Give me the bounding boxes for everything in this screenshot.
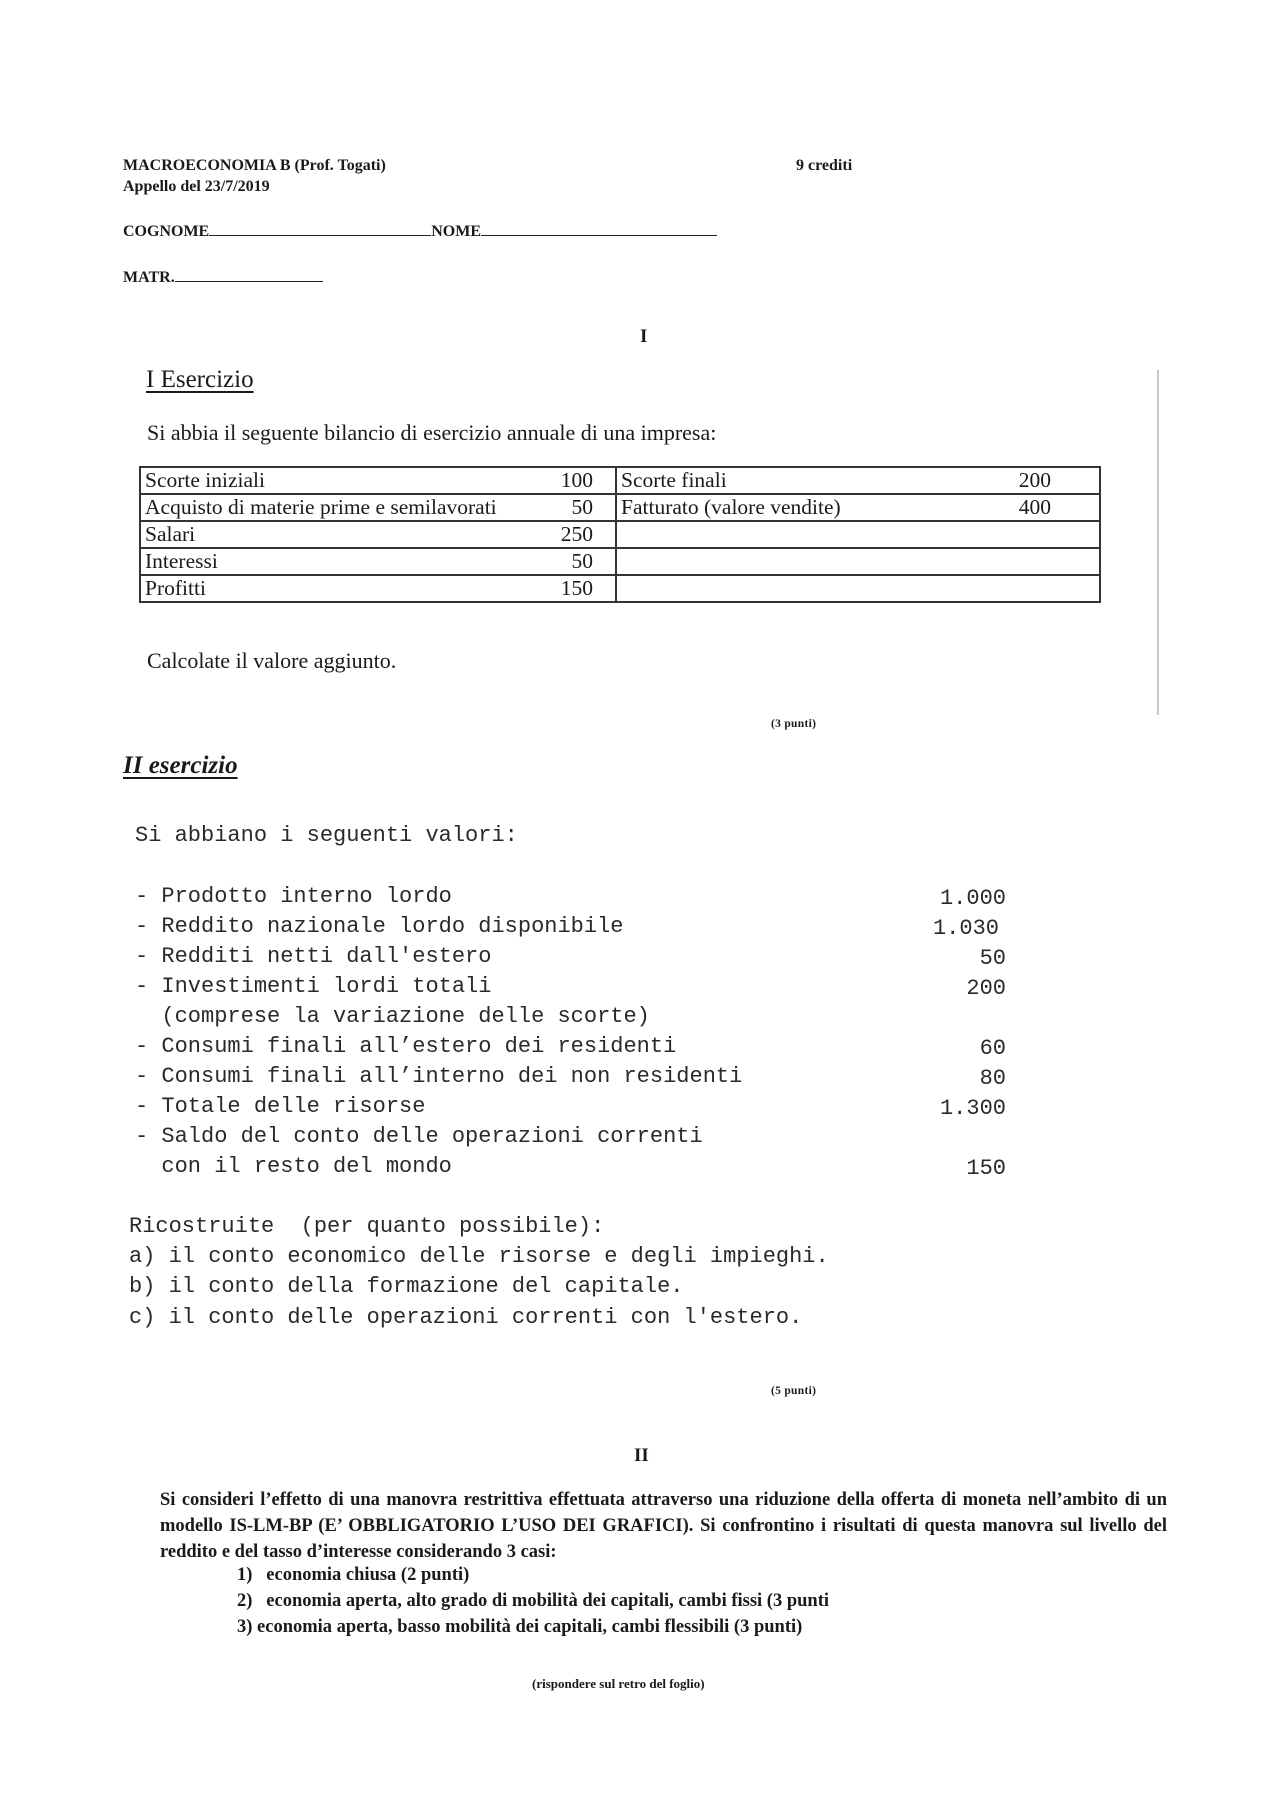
case-number: 3) (237, 1617, 253, 1637)
case-item (237, 1565, 469, 1586)
value-item-label: con il resto del mondo (135, 1154, 452, 1179)
cost-label: Scorte iniziali (140, 467, 529, 494)
case-text: economia chiusa (2 punti) (266, 1565, 470, 1585)
revenue-label: Scorte finali (616, 467, 965, 494)
scan-edge-line (1157, 370, 1159, 715)
value-item-label: - Reddito nazionale lordo disponibile (135, 914, 624, 939)
cost-value: 50 (529, 548, 616, 575)
case-number: 2) (237, 1591, 253, 1611)
value-item-value: 150 (966, 1156, 1006, 1181)
value-item-label: - Saldo del conto delle operazioni correnti (135, 1124, 703, 1149)
exercise1-title: I Esercizio (146, 366, 254, 393)
cost-value: 250 (529, 521, 616, 548)
value-item-value: 1.030 (932, 916, 999, 941)
revenue-value (965, 548, 1100, 575)
cost-value: 150 (529, 575, 616, 602)
cost-value: 100 (529, 467, 616, 494)
value-item-label: - Prodotto interno lordo (135, 884, 452, 909)
cost-label: Profitti (140, 575, 529, 602)
value-item-value: 1.300 (939, 1096, 1006, 1121)
matr-label: MATR. (123, 269, 175, 286)
revenue-label: Fatturato (valore vendite) (616, 494, 965, 521)
case-text: economia aperta, alto grado di mobilità dei capitali, cambi fissi (3 punti (266, 1591, 830, 1611)
exam-session: Appello del 23/7/2019 (123, 178, 270, 195)
name-label: NOME (431, 223, 481, 240)
surname-label: COGNOME (123, 223, 210, 240)
value-item-label: - Consumi finali all’estero dei residenti (135, 1034, 677, 1059)
credits: 9 crediti (796, 157, 853, 174)
table-row (140, 521, 1100, 548)
revenue-label (616, 548, 965, 575)
value-item-label: - Totale delle risorse (135, 1094, 426, 1119)
case-item (237, 1617, 802, 1638)
answer-instruction: (rispondere sul retro del foglio) (532, 1676, 705, 1691)
exercise2-title: II esercizio (123, 752, 238, 779)
value-item-label: - Consumi finali all’interno dei non residenti (135, 1064, 743, 1089)
value-item-label: (comprese la variazione delle scorte) (135, 1004, 650, 1029)
exercise2-points: (5 punti) (771, 1385, 817, 1397)
surname-field[interactable] (209, 221, 431, 236)
exercise1-points: (3 punti) (771, 718, 817, 730)
value-item-value: 1.000 (939, 886, 1006, 911)
case-text: economia aperta, basso mobilità dei capitali, cambi flessibili (3 punti) (257, 1617, 803, 1637)
section-one-numeral: I (640, 326, 648, 347)
value-item-value: 50 (979, 946, 1006, 971)
value-item-value: 200 (966, 976, 1006, 1001)
exercise1-question: Calcolate il valore aggiunto. (147, 648, 397, 673)
cost-label: Interessi (140, 548, 529, 575)
cost-label: Acquisto di materie prime e semilavorati (140, 494, 529, 521)
task-item: c) il conto delle operazioni correnti con l'estero. (129, 1305, 803, 1330)
value-item-value: 80 (979, 1066, 1006, 1091)
revenue-label (616, 575, 965, 602)
revenue-label (616, 521, 965, 548)
matr-row (123, 267, 323, 288)
revenue-value: 200 (965, 467, 1100, 494)
case-number: 1) (237, 1565, 253, 1585)
course-title: MACROECONOMIA B (Prof. Togati) (123, 157, 386, 174)
balance-sheet-table (139, 466, 1101, 603)
revenue-value (965, 521, 1100, 548)
case-item (237, 1591, 829, 1612)
table-row (140, 548, 1100, 575)
value-item-value: 60 (979, 1036, 1006, 1061)
revenue-value (965, 575, 1100, 602)
tasks-intro: Ricostruite (per quanto possibile): (129, 1214, 605, 1239)
matr-field[interactable] (175, 267, 323, 282)
section-two-numeral: II (634, 1445, 649, 1466)
section-two-question: Si consideri l’effetto di una manovra restrittiva effettuata attraverso una riduzione della offerta di moneta nell’ambito di un modello IS-LM-BP (E’ OBBLIGATORIO L’USO DEI GRAFICI). Si confrontino i risultati di questa manovra sul livello del reddito e del tasso d’interesse considerando 3 casi: (160, 1490, 1167, 1562)
name-field[interactable] (481, 221, 717, 236)
cost-value: 50 (529, 494, 616, 521)
exercise2-intro: Si abbiano i seguenti valori: (135, 823, 518, 848)
exercise1-intro: Si abbia il seguente bilancio di esercizio annuale di una impresa: (147, 420, 717, 445)
name-fields-row (123, 221, 717, 242)
cost-label: Salari (140, 521, 529, 548)
table-row (140, 575, 1100, 602)
table-row (140, 467, 1100, 494)
task-item: b) il conto della formazione del capitale. (129, 1274, 684, 1299)
task-item: a) il conto economico delle risorse e degli impieghi. (129, 1244, 829, 1269)
value-item-label: - Investimenti lordi totali (135, 974, 492, 999)
table-row (140, 494, 1100, 521)
revenue-value: 400 (965, 494, 1100, 521)
value-item-label: - Redditi netti dall'estero (135, 944, 492, 969)
